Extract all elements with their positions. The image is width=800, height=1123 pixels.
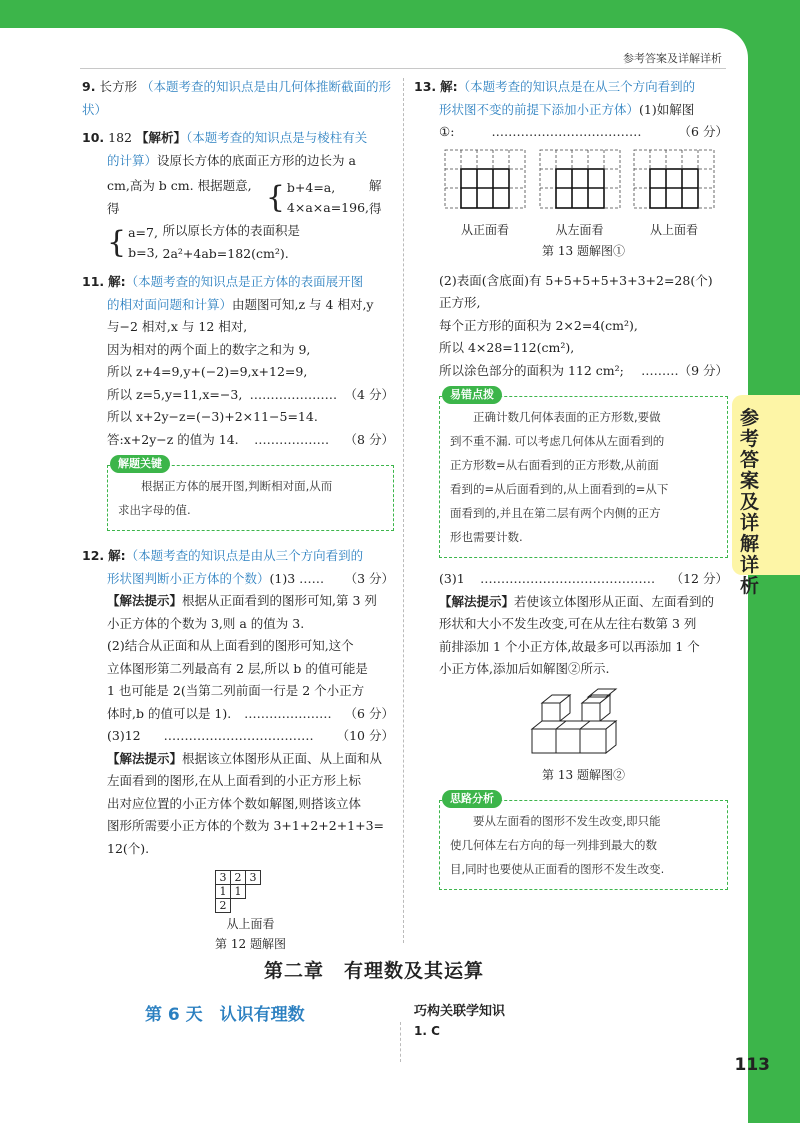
- q9-analysis: （本题考查的知识点是由几何体推断截面的形状）: [82, 79, 391, 117]
- top-view-drawing: [632, 148, 716, 210]
- day-title: 第 6 天 认识有理数: [145, 1005, 305, 1025]
- q11-line7: 所以 x+2y−z=(−3)+2×11−5=14.: [107, 409, 318, 424]
- q13-fig1-caption: 第 13 题解图①: [542, 243, 625, 258]
- q13-idea-note: [439, 792, 728, 890]
- q12-number: 12.: [82, 548, 105, 563]
- q13-note2-line2: 使几何体左右方向的每一列排到最大的数: [450, 838, 657, 852]
- q10-line1: [82, 127, 394, 150]
- q13-p2b: 正方形,: [439, 295, 481, 310]
- q13-note2-line3: 目,同时也要使从正面看的图形不发生改变.: [450, 862, 665, 876]
- q13-p1-points: （6 分）: [678, 124, 728, 139]
- header-rule: [80, 68, 726, 69]
- q13-p3-row: [414, 568, 728, 591]
- q10-system-2: [82, 220, 394, 265]
- sys1-eq-b: 4×a×a=196,: [286, 199, 370, 215]
- q10-answer: 182: [108, 130, 132, 145]
- grid-cell-empty: [231, 899, 246, 913]
- q11-note-line2: 求出字母的值.: [118, 503, 191, 517]
- q12-analysis-1: （本题考查的知识点是由从三个方向看到的: [125, 548, 364, 563]
- grid-cell-empty: [246, 899, 261, 913]
- q12-hint1: [82, 590, 394, 613]
- q12-hint2a: [82, 748, 394, 771]
- view-front: [443, 148, 527, 242]
- front-view-drawing: [443, 148, 527, 210]
- q11-line8-text: 答:x+2y−z 的值为 14.: [107, 431, 239, 447]
- q13-analysis-2: 形状图不变的前提下添加小正方体）: [439, 101, 640, 117]
- q13-line1: [414, 76, 728, 99]
- sys2-eq-a: a=7,: [128, 224, 158, 240]
- q13-note1-line3: 正方形数=从右面看到的正方形数,从前面: [450, 458, 659, 472]
- q12-p2d: 体时,b 的值可以是 1).: [107, 705, 232, 721]
- q13-error-note: [439, 388, 728, 558]
- grid-row: [216, 885, 261, 899]
- q12-hint2b: 左面看到的图形,在从上面看到的小正方形上标: [107, 773, 361, 788]
- grid-cell: 3: [216, 871, 231, 885]
- q11-key-note: [107, 457, 394, 531]
- q10-number: 10.: [82, 130, 105, 145]
- q10-system-1: [82, 175, 394, 220]
- page-number: 113: [734, 1055, 770, 1075]
- q10-analysis-1: （本题考查的知识点是与棱柱有关: [186, 130, 368, 145]
- q12-hint2e: 12(个).: [107, 840, 150, 856]
- system-1-eqs: [287, 178, 369, 218]
- view-left: [538, 148, 622, 242]
- sub-answer: 1. C: [414, 1024, 440, 1038]
- q11-note-tag: 解题关键: [110, 455, 170, 473]
- q13-note1-tag: 易错点拨: [442, 386, 502, 404]
- grid-cell: 2: [231, 871, 246, 885]
- q13-p2a: (2)表面(含底面)有 5+5+5+5+3+3+2=28(个): [439, 272, 713, 288]
- q12-fig-caption-2: 第 12 题解图: [215, 936, 286, 951]
- q12-p3-points: （10 分）: [336, 728, 394, 743]
- side-tab-label: 参考答案及详解详析: [740, 407, 760, 597]
- q12-p2c: 1 也可能是 2(当第二列前面一行是 2 个小正方: [107, 683, 365, 698]
- q12-line2: [82, 568, 394, 591]
- running-head: 参考答案及详解详析: [623, 52, 722, 65]
- q12-p2-dots: …………………: [244, 705, 332, 721]
- left-column: [82, 76, 394, 952]
- q13-analysis-1: （本题考查的知识点是在从三个方向看到的: [457, 79, 696, 94]
- q13-hint-d: 小正方体,添加后如解图②所示.: [439, 661, 610, 676]
- q12-label: 解:: [108, 548, 126, 563]
- q13-p1b: ①:: [439, 124, 455, 139]
- q13-p2e-row: [414, 360, 728, 383]
- grid-row: [216, 871, 261, 885]
- q13-p3-dots: ……………………………………: [480, 571, 656, 586]
- q13-p2-dots: ………: [641, 362, 679, 378]
- cube-stack-drawing: [524, 687, 644, 759]
- view-top: [632, 148, 716, 242]
- q10-analysis-2: 的计算）: [107, 152, 158, 168]
- grid-row: [216, 899, 261, 913]
- grid-cell-empty: [246, 885, 261, 899]
- q12-p2a: (2)结合从正面和从上面看到的图形可知,这个: [107, 638, 354, 653]
- q12-p1-points: （3 分）: [344, 570, 394, 586]
- top-green-bar: [0, 0, 800, 30]
- q13-note1-line4: 看到的=从后面看到的,从上面看到的=从下: [450, 482, 669, 496]
- q11-line5: 所以 z+4=9,y+(−2)=9,x+12=9,: [107, 364, 308, 379]
- q11-line6-text: 所以 z=5,y=11,x=−3,: [107, 386, 243, 402]
- q12-hint2-label: 【解法提示】: [107, 750, 183, 766]
- system-2-eqs: [128, 223, 158, 263]
- q13-line3: [414, 121, 728, 144]
- sub-heading: 巧构关联学知识: [414, 1004, 506, 1019]
- q10-text-3: 解得: [369, 178, 382, 216]
- q13-p2e: 所以涂色部分的面积为 112 cm²;: [439, 362, 624, 378]
- q13-note2-tag: 思路分析: [442, 790, 502, 808]
- q13-fig2: [414, 687, 728, 785]
- q12-hint-label: 【解法提示】: [107, 593, 183, 608]
- q12-hint1b: 小正方体的个数为 3,则 a 的值为 3.: [107, 615, 305, 631]
- q13-note1-line2: 到不重不漏. 可以考虑几何体从左面看到的: [450, 434, 665, 448]
- brace-2: {: [107, 224, 127, 260]
- bottom-divider: [400, 1022, 401, 1062]
- q13-fig2-caption: 第 13 题解图②: [542, 768, 625, 782]
- grid-cell: 2: [216, 899, 231, 913]
- q11-line3: 与−2 相对,x 与 12 相对,: [107, 319, 248, 334]
- q11-line1: [82, 271, 394, 294]
- q11-number: 11.: [82, 274, 105, 289]
- q11-note-line1: 根据正方体的展开图,判断相对面,从而: [141, 479, 333, 493]
- q13-p2c: 每个正方形的面积为 2×2=4(cm²),: [439, 317, 638, 333]
- q10-line2: [82, 150, 394, 173]
- grid-cell: 1: [216, 885, 231, 899]
- q11-line6: [82, 384, 394, 407]
- q13-note1-line5: 面看到的,并且在第二层有两个内侧的正方: [450, 506, 661, 520]
- q12-p3-dots: ………………………………: [163, 728, 314, 743]
- q13-p1a: (1)如解图: [639, 101, 695, 117]
- q13-hint-a-text: 若使该立体图形从正面、左面看到的: [514, 593, 715, 609]
- column-divider: [403, 78, 404, 943]
- q12-line1: [82, 545, 394, 568]
- q12-analysis-2: 形状图判断小正方体的个数）: [107, 570, 270, 586]
- q13-p3-points: （12 分）: [670, 571, 728, 586]
- right-column: [414, 76, 728, 890]
- q12-top-view-grid: [215, 870, 261, 913]
- q12-hint2d: 图形所需要小正方体的个数为 3+1+2+2+1+3=: [107, 818, 385, 833]
- q12-p1: (1)3 ……: [269, 570, 325, 586]
- q13-line2: [414, 99, 728, 122]
- q11-line4: 因为相对的两个面上的数字之和为 9,: [107, 341, 311, 357]
- q13-p1-dots: ………………………………: [491, 124, 642, 139]
- q11-line8-points: （8 分）: [344, 431, 394, 447]
- q12-p3: (3)12: [107, 728, 141, 743]
- q11-line2: [82, 294, 394, 317]
- q12-fig-caption-1: 从上面看: [226, 917, 275, 931]
- q12-p2b: 立体图形第二列最高有 2 层,所以 b 的值可能是: [107, 660, 368, 676]
- q13-number: 13.: [414, 79, 437, 94]
- q13-p2-points: （9 分）: [678, 362, 728, 378]
- q13-hint-a: [414, 591, 728, 614]
- q13-label: 解:: [440, 79, 458, 94]
- sys2-eq-b: b=3,: [128, 244, 159, 260]
- q11-line6-dots: …………………: [249, 386, 338, 402]
- q10-label: 【解析】: [135, 130, 186, 145]
- q12-p3-row: [82, 725, 394, 748]
- brace-1: {: [265, 179, 285, 215]
- q13-hint-c: 前排添加 1 个小正方体,故最多可以再添加 1 个: [439, 638, 700, 654]
- view-left-label: 从左面看: [555, 223, 604, 237]
- q12-hint2c: 出对应位置的小正方体个数如解图,则搭该立体: [107, 795, 361, 811]
- left-view-drawing: [538, 148, 622, 210]
- q12-p2-points: （6 分）: [344, 705, 394, 721]
- sys1-eq-a: b+4=a,: [286, 179, 336, 195]
- q13-hint-b: 形状和大小不发生改变,可在从左往右数第 3 列: [439, 616, 697, 631]
- q11-analysis-2: 的相对面问题和计算）: [107, 296, 233, 312]
- q13-three-views: [418, 148, 716, 242]
- q11-line8: [82, 429, 394, 452]
- q12-hint2a-text: 根据该立体图形从正面、从上面和从: [182, 750, 383, 766]
- q11-label: 解:: [108, 274, 126, 289]
- q9-answer: 长方形: [99, 79, 137, 94]
- grid-cell: 3: [246, 871, 261, 885]
- q13-note1-line6: 形也需要计数.: [450, 530, 523, 544]
- q11-line6-points: （4 分）: [344, 386, 394, 402]
- q13-p2d: 所以 4×28=112(cm²),: [439, 340, 575, 355]
- q12-figure: [82, 870, 394, 952]
- grid-cell: 1: [231, 885, 246, 899]
- q13-note1-line1: 正确计数几何体表面的正方形数,要做: [473, 410, 661, 424]
- q9-number: 9.: [82, 79, 96, 94]
- q10-text-1: 设原长方体的底面正方形的边长为 a: [157, 152, 356, 168]
- q13-note2-line1: 要从左面看的图形不发生改变,即只能: [473, 814, 661, 828]
- q12-hint1a: 根据从正面看到的图形可知,第 3 列: [182, 593, 377, 608]
- q11-text-1: 由题图可知,z 与 4 相对,y: [232, 296, 374, 312]
- q13-hint-label: 【解法提示】: [439, 593, 515, 609]
- q11-line8-dots: ………………: [254, 431, 330, 447]
- chapter-title: 第二章 有理数及其运算: [263, 960, 484, 982]
- view-top-label: 从上面看: [649, 223, 698, 237]
- q9: [82, 76, 394, 121]
- q10-text-4: 所以原长方体的表面积是 2a²+4ab=182(cm²).: [162, 223, 301, 261]
- q12-p2d-row: [82, 703, 394, 726]
- q11-analysis-1: （本题考查的知识点是正方体的表面展开图: [125, 274, 364, 289]
- q13-p3: (3)1: [439, 571, 465, 586]
- view-front-label: 从正面看: [460, 223, 509, 237]
- q10-text-2: cm,高为 b cm. 根据题意,得: [107, 178, 252, 216]
